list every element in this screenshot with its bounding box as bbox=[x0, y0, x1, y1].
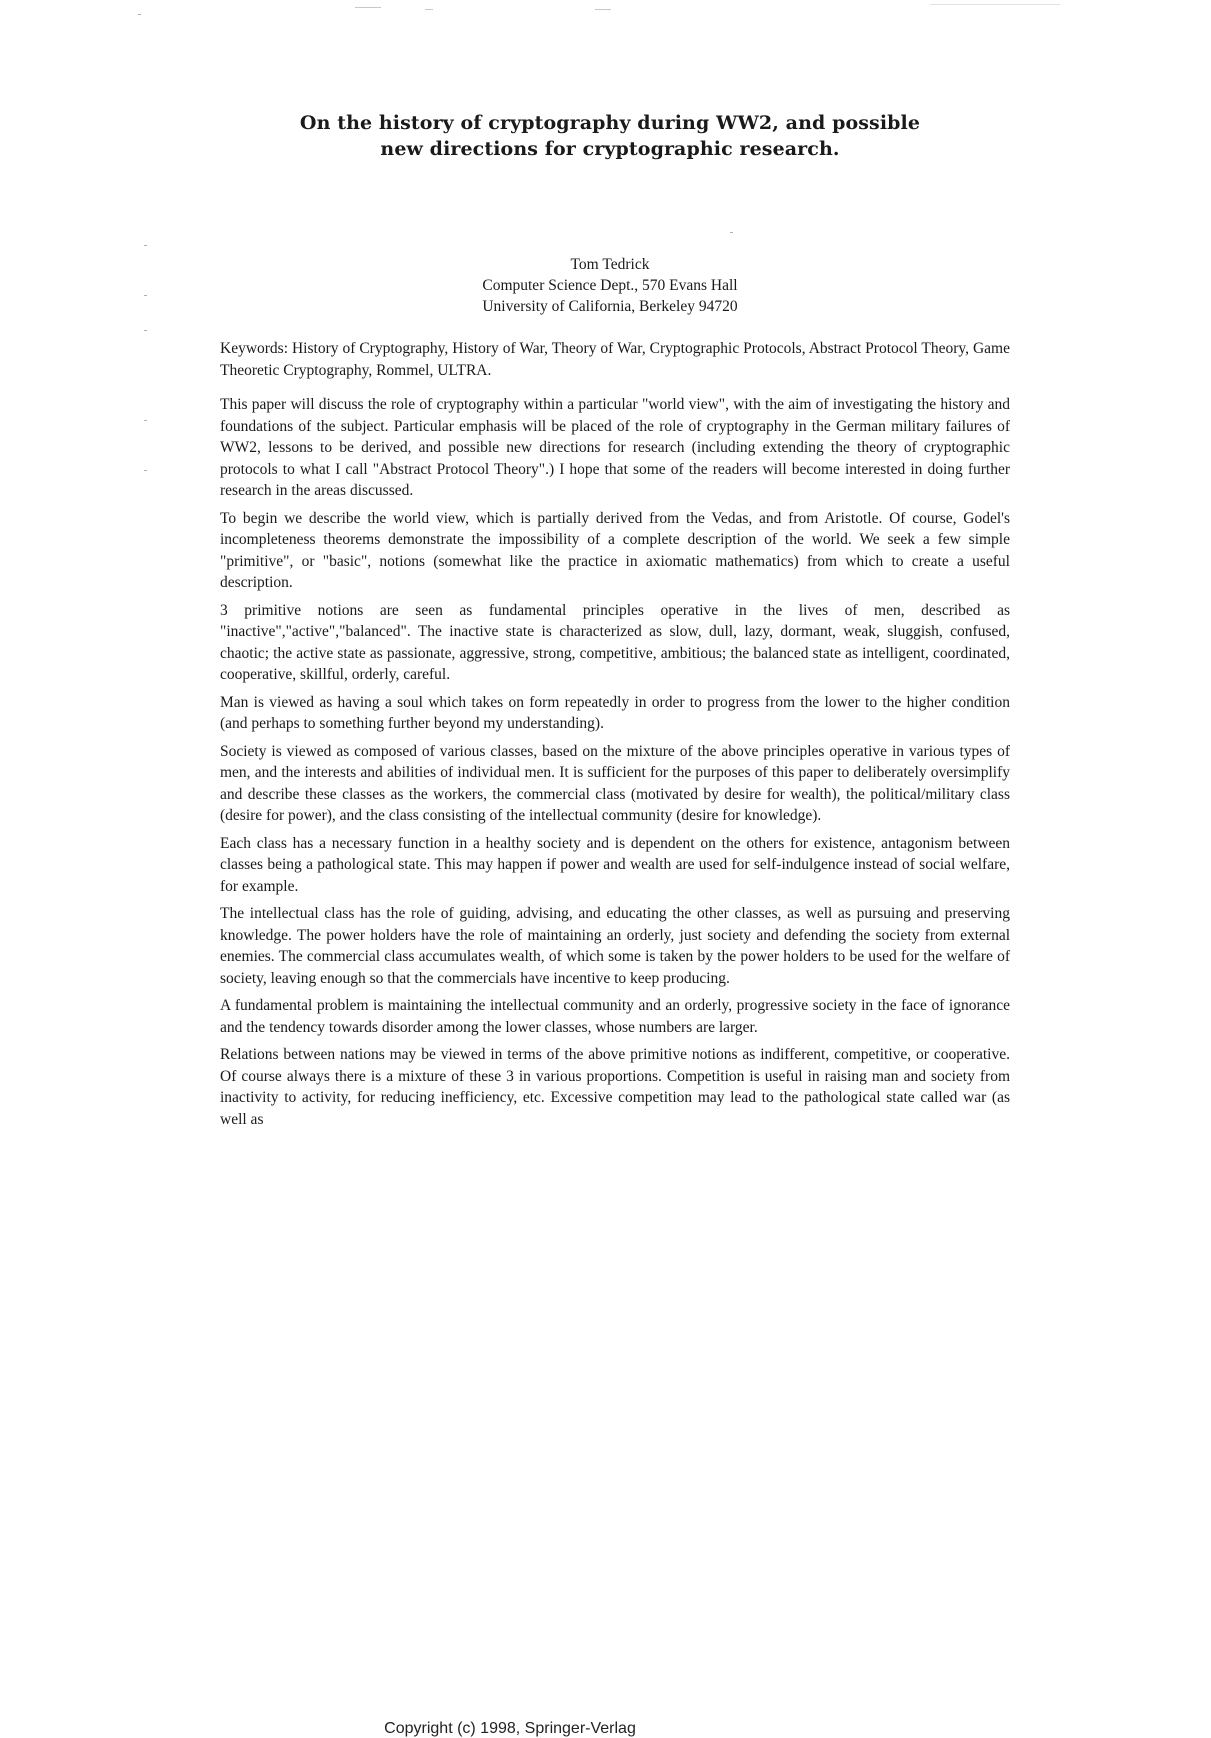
paragraph: Relations between nations may be viewed in terms of the above primitive notions as indifferent, competitive, or cooperative. Of course always there is a mixture of these 3 in various proportions. Competition is useful in raising man and society from inactivity to activity, for reducing inefficiency, etc. Excessive competition may lead to the pathological state called war (as well as bbox=[220, 1046, 1010, 1128]
keywords: Keywords: History of Cryptography, History of War, Theory of War, Cryptographic Protocols, Abstract Protocol Theory, Game Theoretic Cryptography, Rommel, ULTRA. bbox=[220, 340, 1010, 379]
affiliation-line: University of California, Berkeley 94720 bbox=[482, 298, 738, 315]
paragraph: To begin we describe the world view, which is partially derived from the Vedas, and from Aristotle. Of course, Godel's incompleteness theorems demonstrate the impossibility of a complete description of the world. We seek a few simple "primitive", or "basic", notions (somewhat like the practice in axiomatic mathematics) from which to create a useful description. bbox=[220, 509, 1010, 591]
title-line: new directions for cryptographic research. bbox=[380, 138, 840, 160]
scan-artifact bbox=[144, 470, 147, 471]
scan-artifact bbox=[425, 9, 433, 10]
paper-body bbox=[220, 338, 1010, 1136]
scan-artifact bbox=[144, 295, 147, 296]
paragraph: The intellectual class has the role of guiding, advising, and educating the other classes, as well as pursuing and preserving knowledge. The power holders have the role of maintaining an orderly, just society and defending the society from external enemies. The commercial class accumulates wealth, of which some is taken by the power holders to be used for the welfare of society, leaving enough so that the commercials have incentive to keep producing. bbox=[220, 905, 1010, 987]
title-line: On the history of cryptography during WW2, and possible bbox=[299, 112, 921, 134]
author-block bbox=[420, 254, 800, 317]
scan-artifact bbox=[730, 232, 733, 233]
scan-artifact bbox=[138, 14, 141, 15]
scan-artifact bbox=[144, 420, 147, 421]
affiliation-line: Computer Science Dept., 570 Evans Hall bbox=[482, 277, 738, 294]
paragraph: Society is viewed as composed of various classes, based on the mixture of the above principles operative in various types of men, and the interests and abilities of individual men. It is sufficient for the purposes of this paper to deliberately oversimplify and describe these classes as the workers, the commercial class (motivated by desire for wealth), the political/military class (desire for power), and the class consisting of the intellectual community (desire for knowledge). bbox=[220, 742, 1010, 824]
paper-title bbox=[220, 110, 1000, 162]
scan-artifact bbox=[355, 7, 381, 8]
copyright-footer: Copyright (c) 1998, Springer-Verlag bbox=[384, 1720, 636, 1737]
author-name: Tom Tedrick bbox=[570, 256, 650, 273]
paragraph: This paper will discuss the role of cryptography within a particular "world view", with the aim of investigating the history and foundations of the subject. Particular emphasis will be placed of the role of cryptography in the German military failures of WW2, lessons to be derived, and possible new directions for research (including extending the theory of cryptographic protocols to what I call "Abstract Protocol Theory".) I hope that some of the readers will become interested in doing further research in the areas discussed. bbox=[220, 396, 1010, 499]
paragraph: 3 primitive notions are seen as fundamental principles operative in the lives of men, described as "inactive","active","balanced". The inactive state is characterized as slow, dull, lazy, dormant, weak, sluggish, confused, chaotic; the active state as passionate, aggressive, strong, competitive, ambitious; the balanced state as intelligent, coordinated, cooperative, skillful, orderly, careful. bbox=[220, 601, 1010, 683]
paragraph: Man is viewed as having a soul which takes on form repeatedly in order to progress from the lower to the higher condition (and perhaps to something further beyond my understanding). bbox=[220, 693, 1010, 732]
scan-artifact bbox=[930, 4, 1060, 5]
paragraph: A fundamental problem is maintaining the intellectual community and an orderly, progressive society in the face of ignorance and the tendency towards disorder among the lower classes, whose numbers are larger. bbox=[220, 997, 1010, 1036]
paragraph: Each class has a necessary function in a healthy society and is dependent on the others for existence, antagonism between classes being a pathological state. This may happen if power and wealth are used for self-indulgence instead of social welfare, for example. bbox=[220, 834, 1010, 895]
scan-artifact bbox=[144, 330, 147, 331]
scan-artifact bbox=[595, 9, 611, 10]
scan-artifact bbox=[144, 245, 147, 246]
